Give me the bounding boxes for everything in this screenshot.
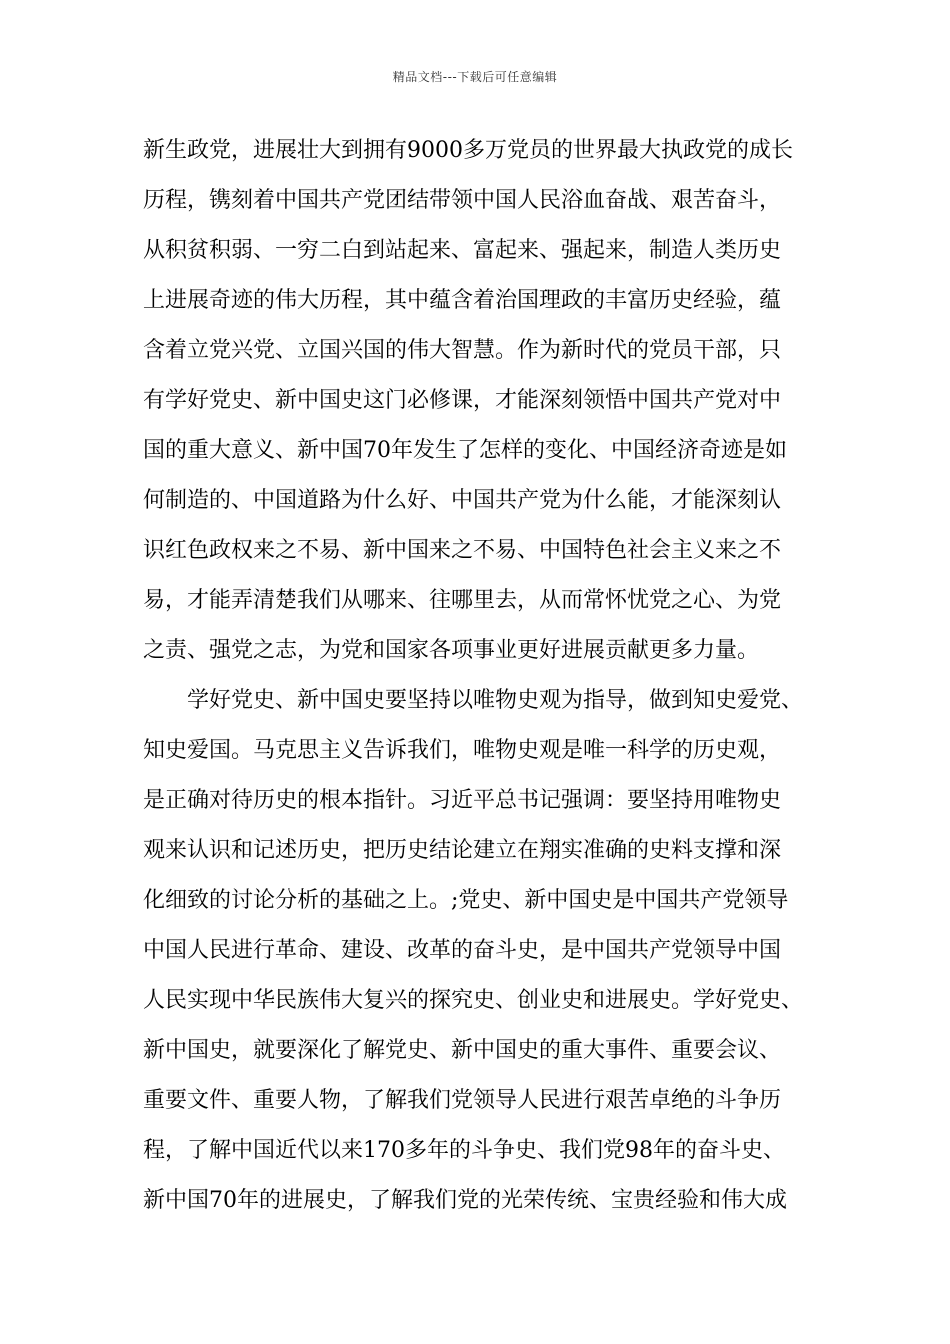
text-line: 历程，镌刻着中国共产党团结带领中国人民浴血奋战、艰苦奋斗， xyxy=(143,188,782,213)
text-line: 新中国史，就要深化了解党史、新中国史的重大事件、重要会议、 xyxy=(143,1038,782,1063)
text-line: 重要文件、重要人物，了解我们党领导人民进行艰苦卓绝的斗争历 xyxy=(143,1088,782,1113)
text-line: 含着立党兴党、立国兴国的伟大智慧。作为新时代的党员干部，只 xyxy=(143,338,782,363)
text-line: 上进展奇迹的伟大历程，其中蕴含着治国理政的丰富历史经验，蕴 xyxy=(143,288,782,313)
text-line: 之责、强党之志，为党和国家各项事业更好进展贡献更多力量。 xyxy=(143,638,760,663)
text-line: 人民实现中华民族伟大复兴的探究史、创业史和进展史。学好党史、 xyxy=(143,988,804,1013)
text-line: 新生政党，进展壮大到拥有9000多万党员的世界最大执政党的成长 xyxy=(143,138,793,163)
text-line: 何制造的、中国道路为什么好、中国共产党为什么能，才能深刻认 xyxy=(143,488,782,513)
page-header: 精品文档---下载后可任意编辑 xyxy=(392,70,558,84)
text-line: 知史爱国。马克思主义告诉我们，唯物史观是唯一科学的历史观， xyxy=(143,738,782,763)
text-line: 程，了解中国近代以来170多年的斗争史、我们党98年的奋斗史、 xyxy=(143,1138,785,1163)
text-line: 新中国70年的进展史，了解我们党的光荣传统、宝贵经验和伟大成 xyxy=(143,1188,787,1213)
text-line: 学好党史、新中国史要坚持以唯物史观为指导，做到知史爱党、 xyxy=(187,688,804,713)
text-line: 中国人民进行革命、建设、改革的奋斗史，是中国共产党领导中国 xyxy=(143,938,782,963)
text-line: 化细致的讨论分析的基础之上。;党史、新中国史是中国共产党领导 xyxy=(143,888,789,913)
text-line: 有学好党史、新中国史这门必修课，才能深刻领悟中国共产党对中 xyxy=(143,388,782,413)
paragraph-1 xyxy=(143,126,843,676)
document-body xyxy=(143,126,843,1226)
text-line: 国的重大意义、新中国70年发生了怎样的变化、中国经济奇迹是如 xyxy=(143,438,787,463)
text-line: 易，才能弄清楚我们从哪来、往哪里去，从而常怀忧党之心、为党 xyxy=(143,588,782,613)
text-line: 是正确对待历史的根本指针。习近平总书记强调：要坚持用唯物史 xyxy=(143,788,782,813)
text-line: 识红色政权来之不易、新中国来之不易、中国特色社会主义来之不 xyxy=(143,538,782,563)
text-line: 观来认识和记述历史，把历史结论建立在翔实准确的史料支撑和深 xyxy=(143,838,782,863)
text-line: 从积贫积弱、一穷二白到站起来、富起来、强起来，制造人类历史 xyxy=(143,238,782,263)
paragraph-2 xyxy=(143,676,843,1226)
